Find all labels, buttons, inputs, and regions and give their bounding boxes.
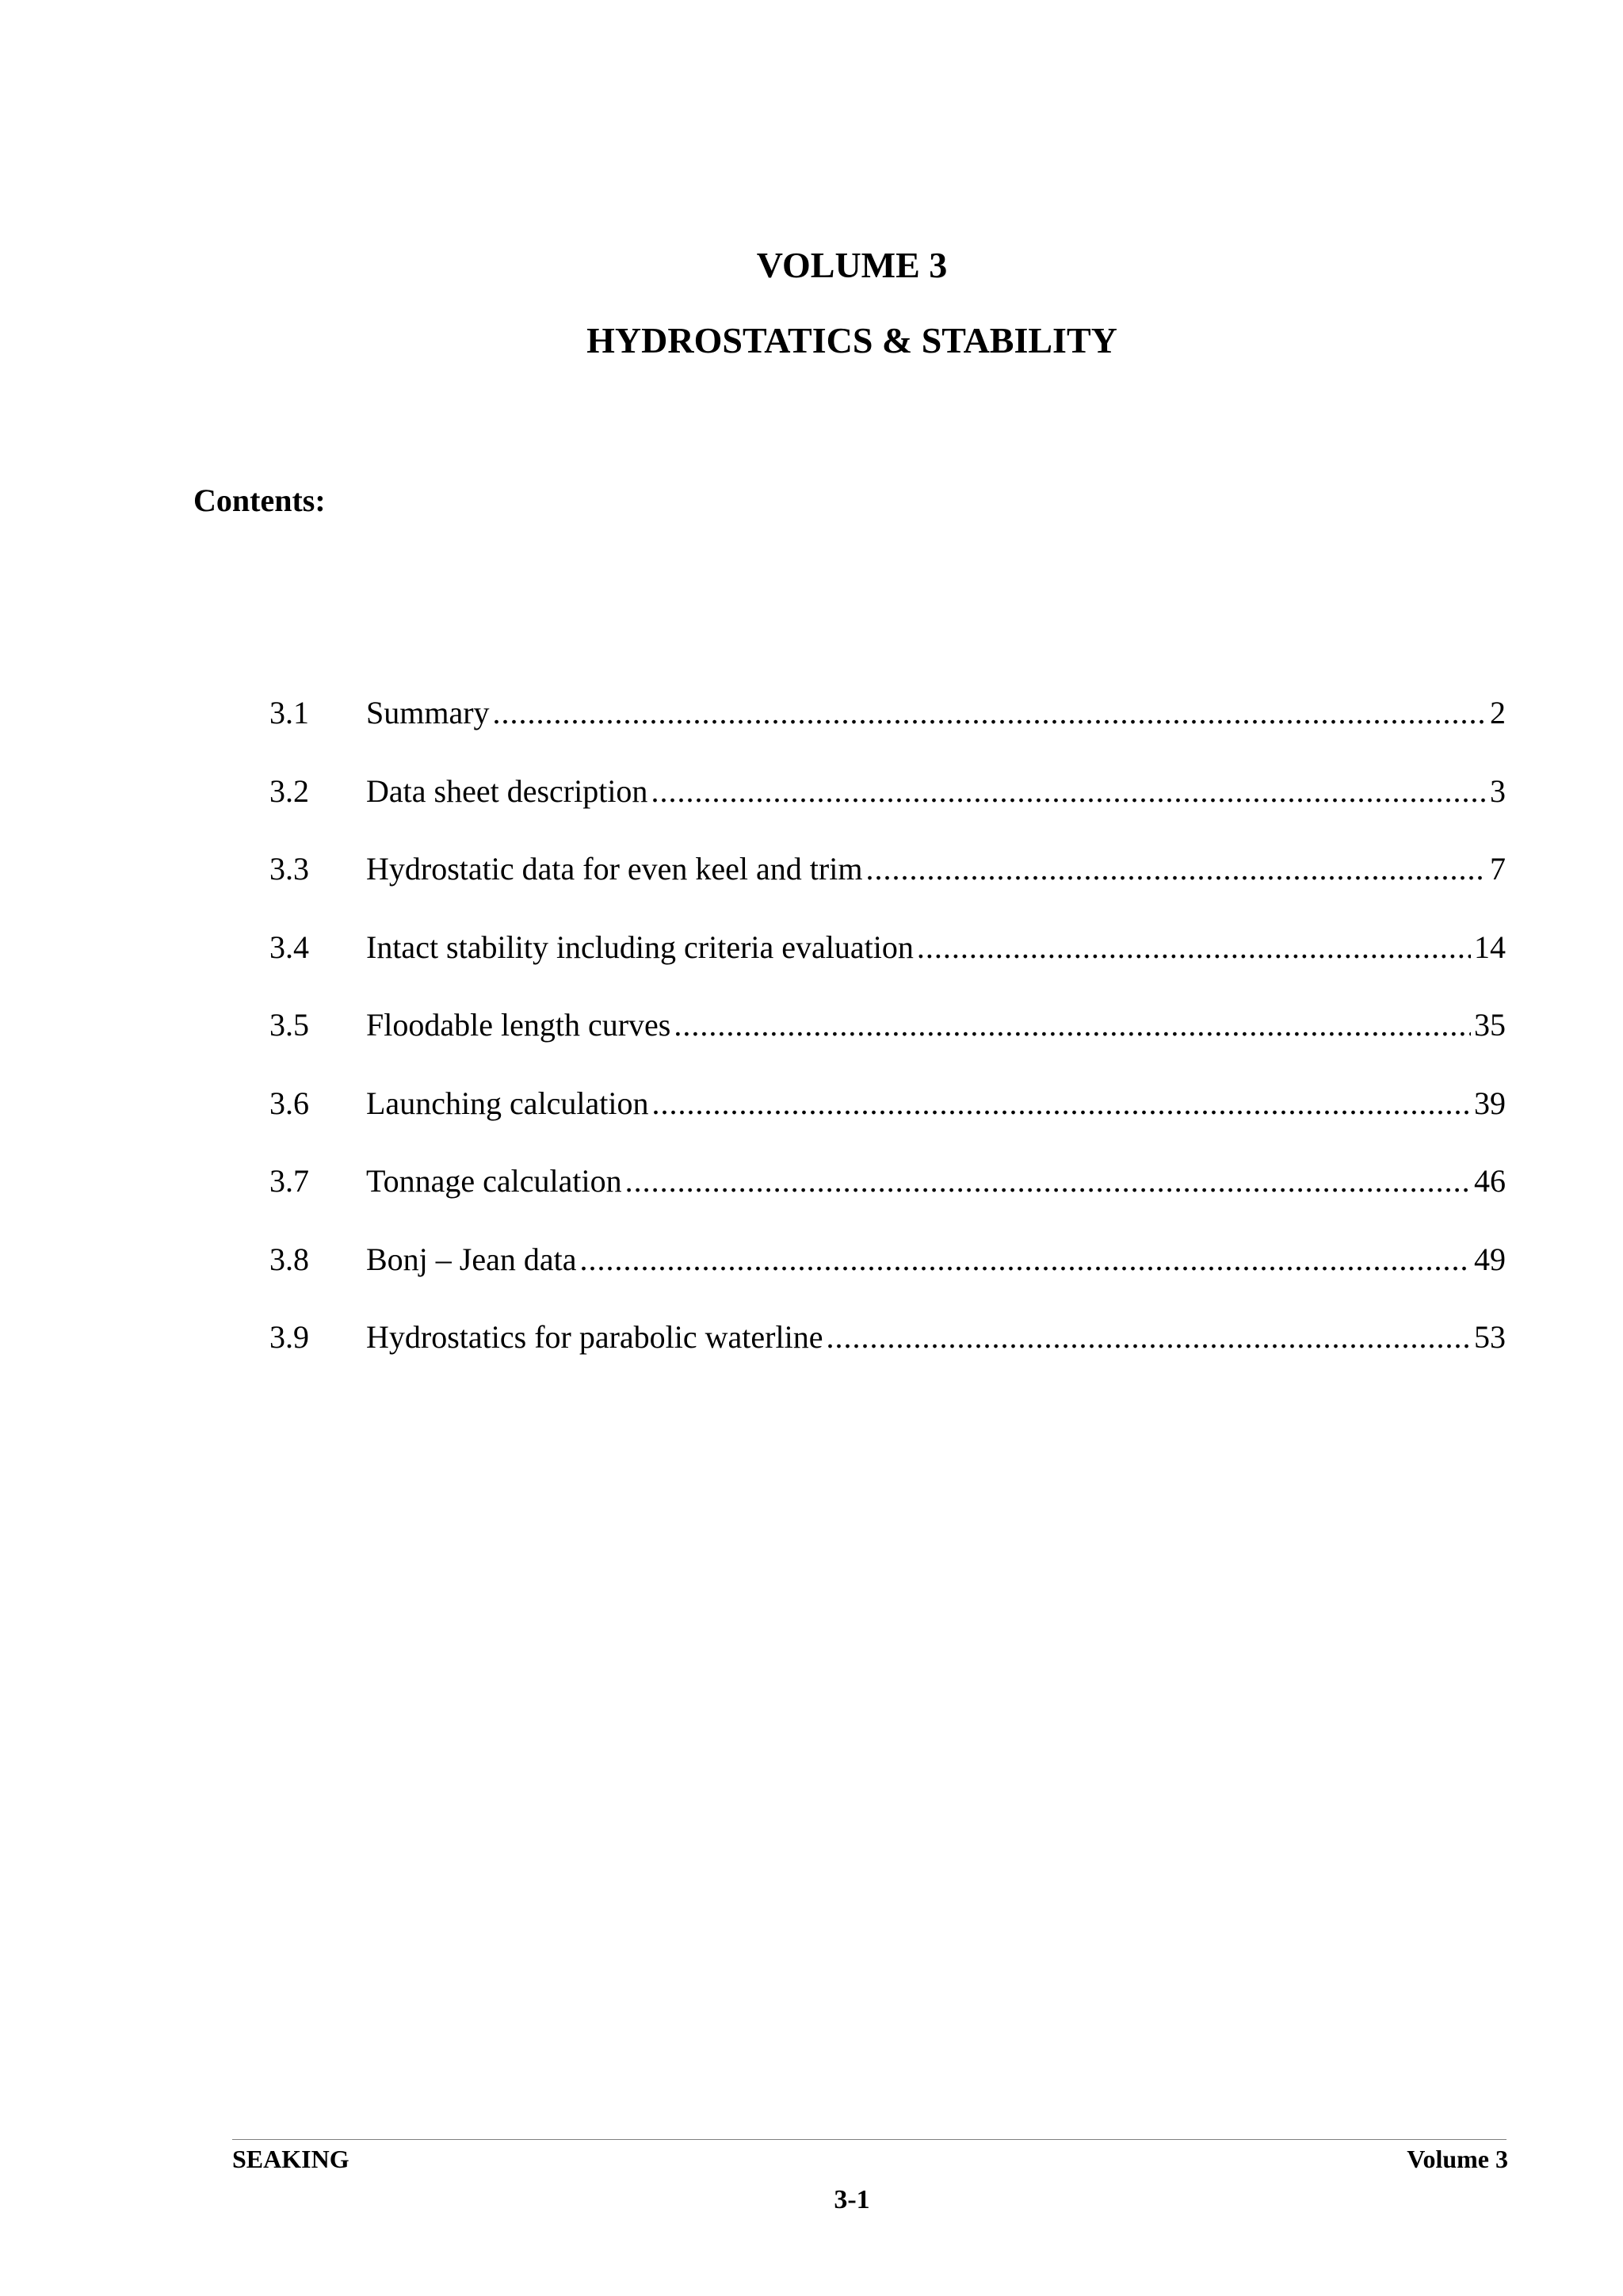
footer-volume-label: Volume 3 <box>1407 2145 1508 2173</box>
toc-section-number: 3.7 <box>269 1163 309 1199</box>
footer-divider <box>232 2139 1507 2140</box>
toc-page-number: 39 <box>1474 1085 1506 1121</box>
toc-section-number: 3.4 <box>269 929 309 965</box>
toc-section-title: Floodable length curves <box>366 1007 671 1043</box>
toc-dot-leader <box>917 932 1471 963</box>
toc-section-title: Data sheet description <box>366 772 648 809</box>
toc-dot-leader <box>674 1009 1471 1041</box>
toc-entry <box>269 1085 1506 1166</box>
toc-page-number: 46 <box>1474 1163 1506 1199</box>
toc-page-number: 7 <box>1490 851 1506 887</box>
toc-section-title: Summary <box>366 695 490 730</box>
toc-page-number: 3 <box>1490 772 1506 809</box>
toc-dot-leader <box>580 1244 1472 1276</box>
toc-entry <box>269 853 1506 932</box>
toc-section-number: 3.2 <box>269 772 309 809</box>
table-of-contents <box>269 697 1506 1400</box>
toc-entry <box>269 1241 1506 1322</box>
toc-section-number: 3.1 <box>269 695 309 730</box>
volume-subtitle: HYDROSTATICS & STABILITY <box>586 320 1117 360</box>
toc-section-title: Tonnage calculation <box>366 1163 622 1199</box>
toc-entry <box>269 1009 1506 1088</box>
toc-section-number: 3.5 <box>269 1007 309 1043</box>
toc-dot-leader <box>651 776 1487 807</box>
toc-section-title: Hydrostatics for parabolic waterline <box>366 1319 823 1355</box>
toc-section-title: Intact stability including criteria evaluation <box>366 929 914 965</box>
toc-section-title: Hydrostatic data for even keel and trim <box>366 851 863 887</box>
toc-page-number: 35 <box>1474 1007 1506 1043</box>
toc-dot-leader <box>652 1088 1471 1119</box>
toc-page-number: 53 <box>1474 1319 1506 1355</box>
toc-dot-leader <box>826 1322 1471 1353</box>
toc-dot-leader <box>865 853 1487 885</box>
toc-entry <box>269 1165 1506 1244</box>
toc-page-number: 2 <box>1490 695 1506 730</box>
toc-entry <box>269 929 1506 1010</box>
toc-section-number: 3.6 <box>269 1085 309 1121</box>
toc-dot-leader <box>625 1165 1471 1197</box>
toc-section-title: Bonj – Jean data <box>366 1241 577 1277</box>
toc-dot-leader <box>493 697 1487 729</box>
toc-page-number: 14 <box>1474 929 1506 965</box>
toc-section-number: 3.8 <box>269 1241 309 1277</box>
toc-entry <box>269 772 1506 854</box>
footer-product-name: SEAKING <box>232 2145 349 2173</box>
toc-entry <box>269 697 1506 776</box>
toc-section-title: Launching calculation <box>366 1085 649 1121</box>
toc-section-number: 3.9 <box>269 1319 309 1355</box>
toc-page-number: 49 <box>1474 1241 1506 1277</box>
volume-title: VOLUME 3 <box>756 245 948 285</box>
contents-heading: Contents: <box>193 482 326 518</box>
toc-entry <box>269 1319 1506 1400</box>
toc-section-number: 3.3 <box>269 851 309 887</box>
page-number: 3-1 <box>834 2185 870 2214</box>
